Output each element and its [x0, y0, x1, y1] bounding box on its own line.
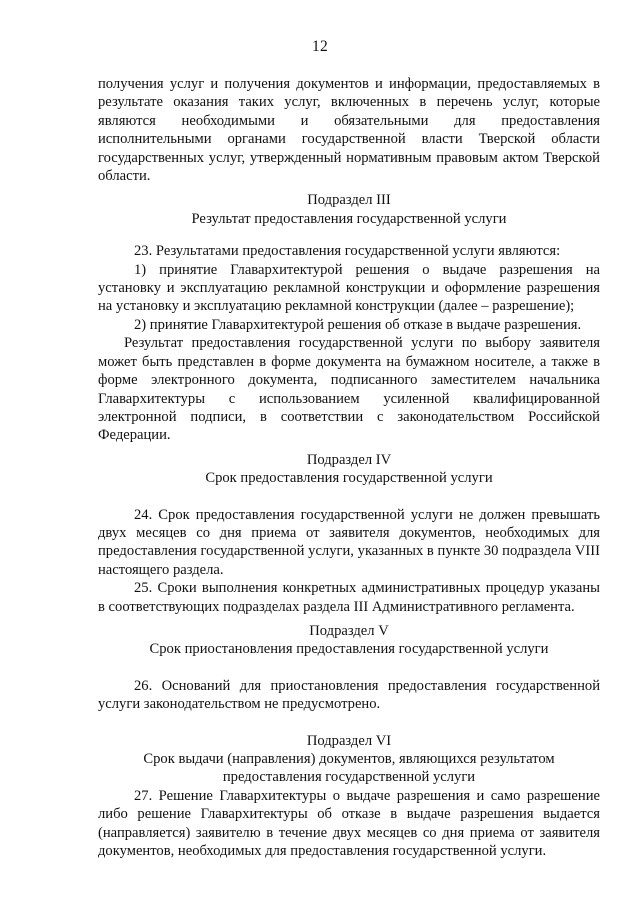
document-body — [98, 75, 600, 860]
paragraph-25: 25. Сроки выполнения конкретных административных процедур указаны в соответствующих подразделах раздела III Административного регламента. — [98, 580, 600, 615]
paragraph-23-result: Результат предоставления государственной услуги по выбору заявителя может быть представлен в форме документа на бумажном носителе, а также в форме электронного документа, подписанного заместителем начальника Главархитектуры с использованием усиленной квалифицированной электронной подписи, в соответствии с законодательством Российской Федерации. — [98, 335, 600, 444]
paragraph-23: 23. Результатами предоставления государственной услуги являются: — [134, 243, 561, 260]
page-number: 12 — [312, 38, 328, 55]
paragraph-23-item-1: 1) принятие Главархитектурой решения о выдаче разрешения на установку и эксплуатацию рекламной конструкции и оформление разрешения на установку и эксплуатацию рекламной конструкции (далее – разрешение); — [98, 261, 600, 315]
subsection-4-title: Срок предоставления государственной услуги — [205, 470, 493, 487]
paragraph-26: 26. Оснований для приостановления предоставления государственной услуги законодательством не предусмотрено. — [98, 677, 600, 713]
paragraph-intro: получения услуг и получения документов и информации, предоставляемых в результате оказания таких услуг, включенных в перечень услуг, которые являются необходимыми и обязательными для предоставления исполнительными органами государственной власти Тверской области государственных услуг, утвержденный нормативным правовым актом Тверской области. — [98, 76, 600, 185]
subsection-5-label: Подраздел V — [309, 622, 389, 639]
subsection-6-label: Подраздел VI — [306, 732, 392, 749]
subsection-4-label: Подраздел IV — [306, 451, 392, 468]
paragraph-23-item-2: 2) принятие Главархитектурой решения об отказе в выдаче разрешения. — [134, 316, 582, 333]
paragraph-24: 24. Срок предоставления государственной услуги не должен превышать двух месяцев со дня приема от заявителя документов, необходимых для предоставления государственной услуги, указанных в пункте 30 подраздела VIII настоящего раздела. — [98, 506, 600, 578]
subsection-3-title: Результат предоставления государственной услуги — [191, 210, 507, 227]
subsection-6-title-line-1: Срок выдачи (направления) документов, являющихся результатом — [143, 751, 555, 767]
subsection-3-label: Подраздел III — [307, 192, 391, 209]
subsection-6-title-line-2: предоставления государственной услуги — [222, 769, 476, 786]
subsection-5-title: Срок приостановления предоставления государственной услуги — [149, 641, 549, 658]
paragraph-27: 27. Решение Главархитектуры о выдаче разрешения и само разрешение либо решение Главархитектуры об отказе в выдаче разрешения выдается (направляется) заявителю в течение двух месяцев со дня приема от заявителя документов, необходимых для предоставления государственной услуги. — [98, 787, 600, 860]
